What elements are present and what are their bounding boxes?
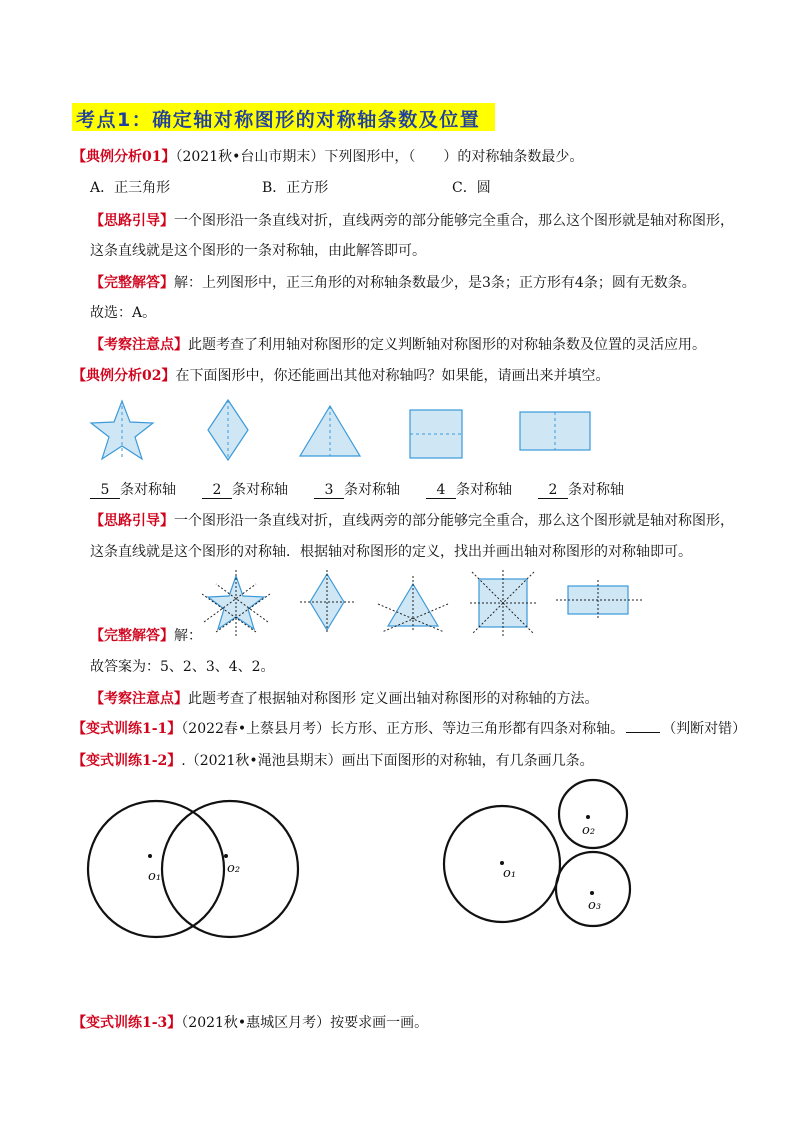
star-answer bbox=[200, 570, 272, 636]
v13-tag: 【变式训练1-3】 bbox=[72, 1015, 182, 1031]
v13-line bbox=[72, 1012, 428, 1032]
ex2-tag: 【典例分析02】 bbox=[72, 368, 176, 384]
ex1-tag: 【典例分析01】 bbox=[72, 149, 176, 165]
ex1-answer-tag: 【完整解答】 bbox=[90, 275, 174, 291]
ex1-answer-text: 解：上列图形中，正三角形的对称轴条数最少，是3条；正方形有4条；圆有无数条。 bbox=[174, 275, 696, 291]
ex1-question-line bbox=[72, 146, 583, 166]
ex1-answer-line bbox=[90, 272, 696, 292]
two-circles-figure bbox=[84, 796, 324, 946]
ex2-note-text: 此题考查了根据轴对称图形 定义画出轴对称图形的对称轴的方法。 bbox=[188, 691, 599, 707]
three-circles-figure bbox=[440, 772, 640, 942]
count-rectangle bbox=[538, 479, 624, 499]
count-square-suffix: 条对称轴 bbox=[456, 482, 512, 498]
ex2-question: 在下面图形中，你还能画出其他对称轴吗？如果能，请画出来并填空。 bbox=[175, 368, 610, 384]
square-answer bbox=[470, 570, 536, 636]
ex1-guide-text1: 一个图形沿一条直线对折，直线两旁的部分能够完全重合，那么这个图形就是轴对称图形， bbox=[174, 213, 734, 229]
v12-line bbox=[72, 750, 594, 770]
rhombus-shape bbox=[205, 398, 251, 462]
circle-label-o2: o₂ bbox=[227, 861, 241, 876]
count-triangle-value: 3 bbox=[314, 482, 344, 499]
ex1-guide-tag: 【思路引导】 bbox=[90, 213, 174, 229]
ex2-answer-line bbox=[90, 625, 202, 645]
count-square bbox=[426, 479, 512, 499]
count-rectangle-value: 2 bbox=[538, 482, 568, 499]
v13-text: （2021秋•惠城区月考）按要求画一画。 bbox=[181, 1015, 429, 1031]
section-title: 考点1：确定轴对称图形的对称轴条数及位置 bbox=[76, 109, 481, 131]
count-star-value: 5 bbox=[90, 482, 120, 499]
count-rhombus-suffix: 条对称轴 bbox=[232, 482, 288, 498]
ex2-guide-tag: 【思路引导】 bbox=[90, 513, 174, 529]
ex2-question-line bbox=[72, 365, 609, 385]
count-triangle-suffix: 条对称轴 bbox=[344, 482, 400, 498]
ex1-note-line bbox=[90, 334, 706, 354]
star-shape bbox=[88, 398, 156, 462]
ex2-answer-text: 解： bbox=[174, 628, 202, 644]
count-rhombus bbox=[202, 479, 288, 499]
ex2-note-line bbox=[90, 688, 598, 708]
count-square-value: 4 bbox=[426, 482, 456, 499]
ex1-option-b: B．正方形 bbox=[262, 180, 329, 196]
circle-label-o3: o₃ bbox=[588, 898, 602, 913]
ex2-guide-line2: 这条直线就是这个图形的对称轴．根据轴对称图形的定义，找出并画出轴对称图形的对称轴即可。 bbox=[90, 544, 692, 560]
rhombus-answer bbox=[298, 570, 356, 634]
circle-label-o1: o₁ bbox=[148, 869, 162, 884]
v11-answer-blank[interactable] bbox=[626, 732, 660, 733]
count-rectangle-suffix: 条对称轴 bbox=[568, 482, 624, 498]
ex1-option-a: A．正三角形 bbox=[90, 180, 171, 196]
triangle-answer bbox=[376, 576, 450, 634]
ex2-answer-result: 故答案为：5、2、3、4、2。 bbox=[90, 659, 275, 675]
rectangle-shape bbox=[518, 410, 592, 452]
ex1-note-text: 此题考查了利用轴对称图形的定义判断轴对称图形的对称轴条数及位置的灵活应用。 bbox=[188, 337, 706, 353]
ex2-note-tag: 【考察注意点】 bbox=[90, 691, 188, 707]
circle-label-o2b: o₂ bbox=[582, 823, 596, 838]
ex1-guide-line2: 这条直线就是这个图形的一条对称轴，由此解答即可。 bbox=[90, 243, 426, 259]
v12-tag: 【变式训练1-2】 bbox=[72, 753, 182, 769]
v11-tag: 【变式训练1-1】 bbox=[72, 721, 182, 737]
count-triangle bbox=[314, 479, 400, 499]
rectangle-answer bbox=[556, 580, 642, 620]
v11-text: （2022春•上蔡县月考）长方形、正方形、等边三角形都有四条对称轴。 bbox=[181, 721, 625, 737]
ex1-question: （2021秋•台山市期末）下列图形中，（ ）的对称轴条数最少。 bbox=[175, 149, 584, 165]
ex2-guide-text1: 一个图形沿一条直线对折，直线两旁的部分能够完全重合，那么这个图形就是轴对称图形， bbox=[174, 513, 734, 529]
ex1-option-c: C．圆 bbox=[452, 180, 491, 196]
ex2-answer-tag: 【完整解答】 bbox=[90, 628, 174, 644]
ex1-choice: 故选：A。 bbox=[90, 305, 157, 321]
square-shape bbox=[408, 408, 464, 460]
ex2-guide-line1 bbox=[90, 510, 734, 530]
count-star bbox=[90, 479, 176, 499]
v11-tail: （判断对错） bbox=[662, 721, 747, 737]
circle-label-o1b: o₁ bbox=[503, 866, 517, 881]
triangle-shape bbox=[297, 404, 363, 458]
ex1-note-tag: 【考察注意点】 bbox=[90, 337, 188, 353]
v11-line bbox=[72, 718, 746, 738]
count-rhombus-value: 2 bbox=[202, 482, 232, 499]
count-star-suffix: 条对称轴 bbox=[120, 482, 176, 498]
ex1-guide-line1 bbox=[90, 210, 734, 230]
v12-text: .（2021秋•渑池县期末）画出下面图形的对称轴，有几条画几条。 bbox=[181, 753, 594, 769]
